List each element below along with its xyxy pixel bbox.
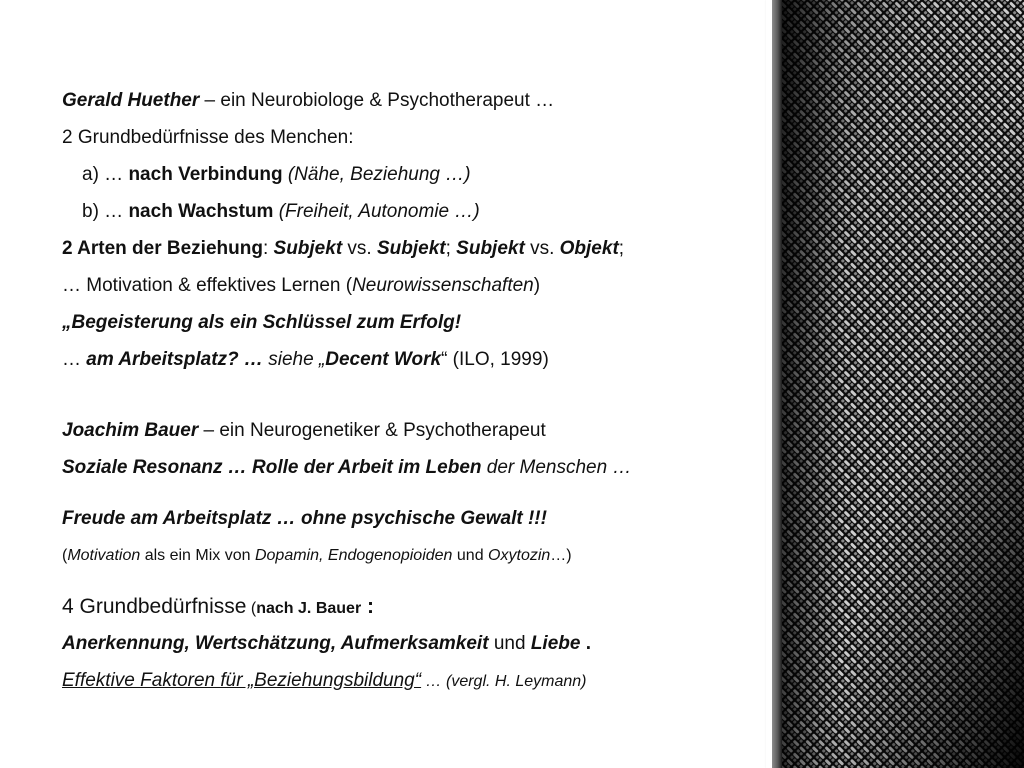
needs-list-text: Anerkennung, Wertschätzung, Aufmerksamkeit (62, 633, 489, 654)
need-item-a (62, 156, 762, 193)
author-description: – ein Neurobiologe & Psychotherapeut … (199, 90, 555, 111)
factors-text: Effektive Faktoren für „Beziehungsbildung“ (62, 670, 422, 691)
motivation-mix-line (62, 537, 762, 574)
relationship-types (62, 230, 762, 267)
needs-intro-text: 2 Grundbedürfnisse des Menchen: (62, 127, 354, 148)
resonance-tail: der Menschen … (481, 457, 632, 478)
vs-2: vs. (524, 238, 560, 259)
factors-line (62, 662, 762, 699)
term-subjekt-3: Subjekt (456, 238, 525, 259)
need-b-term: nach Wachstum (128, 201, 274, 222)
motivation-text: … Motivation & effektives Lernen ( (62, 275, 353, 296)
author-name: Gerald Huether (62, 90, 200, 111)
resonance-line (62, 449, 762, 486)
motivation-line (62, 267, 762, 304)
relationship-colon: : (262, 238, 274, 259)
term-subjekt-1: Subjekt (273, 238, 343, 259)
bauer-name: Joachim Bauer (62, 420, 199, 441)
need-a-prefix: a) … (82, 164, 129, 185)
four-needs-term: 4 Grundbedürfnisse (62, 595, 247, 618)
end-semicolon: ; (618, 238, 625, 259)
need-a-term: nach Verbindung (128, 164, 283, 185)
neuro-term: Neurowissenschaften (352, 275, 534, 296)
see-text: siehe „ (262, 349, 326, 370)
enthusiasm-quote (62, 304, 762, 341)
joy-line (62, 500, 762, 537)
workplace-line (62, 341, 762, 378)
carbon-fiber-graphic (782, 0, 1024, 768)
workplace-term: am Arbeitsplatz? … (86, 349, 263, 370)
huether-heading (62, 82, 762, 119)
four-needs-colon: : (361, 595, 374, 618)
need-a-examples: (Nähe, Beziehung …) (287, 164, 471, 185)
workplace-prefix: … (62, 349, 87, 370)
four-needs-heading (62, 588, 762, 625)
mix-open: ( (62, 547, 68, 564)
bauer-description: – ein Neurogenetiker & Psychotherapeut (198, 420, 546, 441)
carbon-fiber-panel (782, 0, 1024, 768)
term-objekt: Objekt (559, 238, 619, 259)
needs-period: . (580, 633, 591, 654)
needs-intro (62, 119, 762, 156)
vs-1: vs. (342, 238, 377, 259)
factors-reference: … (vergl. H. Leymann) (421, 673, 587, 690)
separator: ; (445, 238, 457, 259)
joy-text: Freude am Arbeitsplatz … ohne psychische Gewalt !!! (62, 508, 547, 529)
need-b-examples: (Freiheit, Autonomie …) (278, 201, 480, 222)
need-b-prefix: b) … (82, 201, 129, 222)
need-liebe: Liebe (530, 633, 581, 654)
resonance-term: Soziale Resonanz … Rolle der Arbeit im Leben (62, 457, 482, 478)
four-needs-list (62, 625, 762, 662)
mix-chemicals: Dopamin, Endogenopioiden (254, 547, 453, 564)
motivation-close: ) (533, 275, 541, 296)
panel-border-gray (772, 0, 782, 768)
need-item-b (62, 193, 762, 230)
slide-body (62, 82, 762, 699)
ilo-reference: “ (ILO, 1999) (441, 349, 549, 370)
decent-work-term: Decent Work (325, 349, 442, 370)
needs-and: und (488, 633, 531, 654)
term-subjekt-2: Subjekt (376, 238, 446, 259)
four-needs-source: nach J. Bauer (256, 600, 362, 617)
mix-and: und (452, 547, 489, 564)
four-needs-open: ( (246, 600, 257, 617)
mix-close: …) (550, 547, 572, 564)
bauer-heading (62, 412, 762, 449)
mix-text: als ein Mix von (140, 547, 255, 564)
mix-oxytozin: Oxytozin (488, 547, 551, 564)
enthusiasm-text: „Begeisterung als ein Schlüssel zum Erfolg! (62, 312, 462, 333)
mix-motivation: Motivation (67, 547, 141, 564)
relationship-label: 2 Arten der Beziehung (62, 238, 263, 259)
